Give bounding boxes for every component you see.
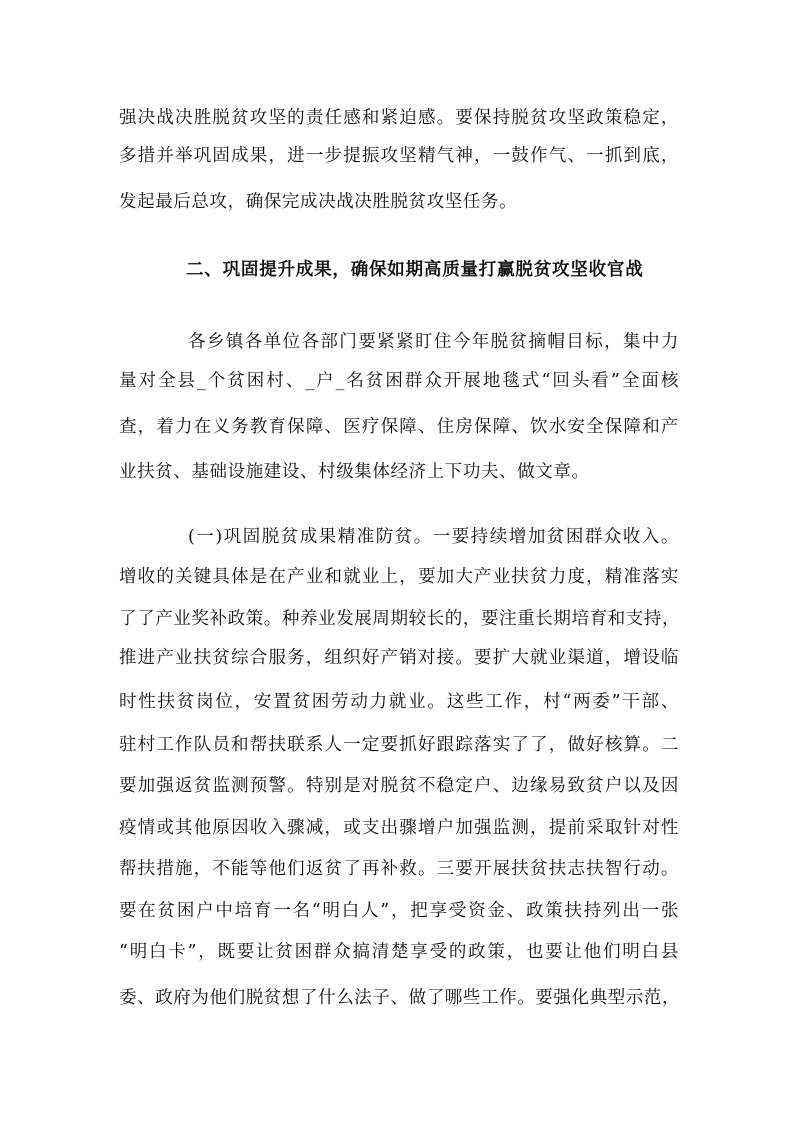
paragraph-line: 查，着力在义务教育保障、医疗保障、住房保障、饮水安全保障和产 — [119, 417, 679, 437]
paragraph-line: 要在贫困户中培育一名“明白人”，把享受资金、政策扶持列出一张 — [119, 901, 679, 921]
paragraph-line: 帮扶措施，不能等他们返贫了再补救。三要开展扶贫扶志扶智行动。 — [119, 859, 679, 879]
paragraph-line: 驻村工作队员和帮扶联系人一定要抓好跟踪落实了了，做好核算。二 — [119, 735, 679, 755]
paragraph-line: 要加强返贫监测预警。特别是对脱贫不稳定户、边缘易致贫户以及因 — [119, 776, 679, 796]
paragraph-line: 强决战决胜脱贫攻坚的责任感和紧迫感。要保持脱贫攻坚政策稳定， — [119, 108, 679, 128]
paragraph-line: 委、政府为他们脱贫想了什么法子、做了哪些工作。要强化典型示范， — [119, 988, 681, 1008]
paragraph-line: 了了产业奖补政策。种养业发展周期较长的，要注重长期培育和支持， — [119, 609, 681, 629]
paragraph-line: 发起最后总攻，确保完成决战决胜脱贫攻坚任务。 — [119, 192, 518, 212]
paragraph-line: 业扶贫、基础设施建设、村级集体经济上下功夫、做文章。 — [119, 462, 590, 482]
paragraph-line: (一)巩固脱贫成果精准防贫。一要持续增加贫困群众收入。 — [188, 527, 679, 547]
section-heading: 二、巩固提升成果，确保如期高质量打赢脱贫攻坚收官战 — [186, 260, 644, 280]
paragraph-line: 推进产业扶贫综合服务，组织好产销对接。要扩大就业渠道，增设临 — [119, 648, 679, 668]
paragraph-line: “明白卡”，既要让贫困群众搞清楚享受的政策，也要让他们明白县 — [119, 942, 679, 962]
paragraph-line: 疫情或其他原因收入骤减，或支出骤增户加强监测，提前采取针对性 — [119, 818, 679, 838]
paragraph-line: 多措并举巩固成果，进一步提振攻坚精气神，一鼓作气、一抓到底， — [119, 146, 679, 166]
paragraph-line: 各乡镇各单位各部门要紧紧盯住今年脱贫摘帽目标，集中力 — [188, 332, 679, 352]
paragraph-line: 量对全县_个贫困村、_户_名贫困群众开展地毯式“回头看”全面核 — [119, 371, 679, 391]
paragraph-line: 增收的关键具体是在产业和就业上，要加大产业扶贫力度，精准落实 — [119, 567, 679, 587]
paragraph-line: 时性扶贫岗位，安置贫困劳动力就业。这些工作，村“两委”干部、 — [119, 692, 680, 712]
